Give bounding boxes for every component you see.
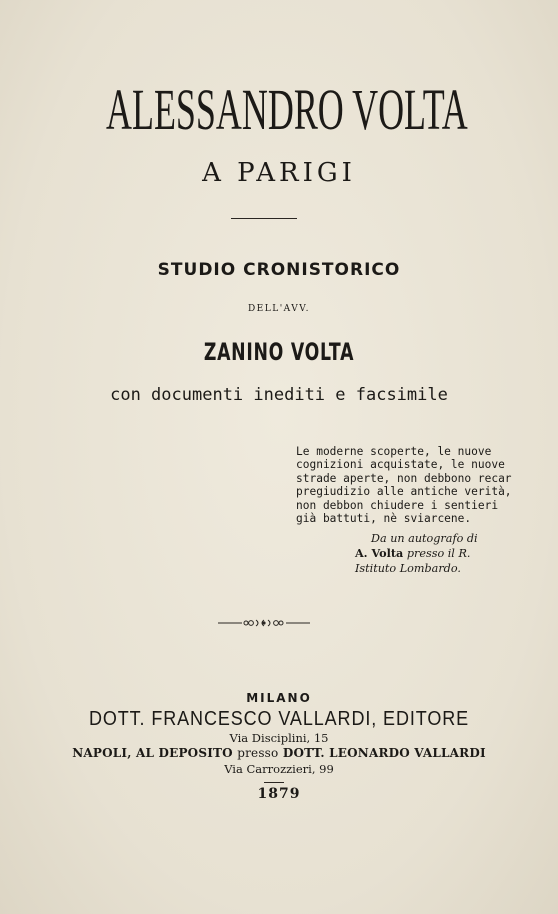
ornament-divider-icon — [218, 616, 310, 630]
attribution-source: presso il R. — [406, 547, 471, 561]
publication-year: 1879 — [257, 786, 301, 802]
title-divider — [231, 218, 297, 219]
author-prefix: DELL'AVV. — [247, 304, 311, 314]
naples-presso: presso — [237, 746, 279, 760]
imprint-address: Via Disciplini, 15 — [229, 731, 329, 745]
epigraph-line: strade aperte, non debbono recar — [296, 471, 512, 485]
epigraph-line: pregiudizio alle antiche verità, — [296, 485, 512, 499]
imprint-publisher: DOTT. FRANCESCO VALLARDI, EDITORE — [88, 708, 470, 730]
author-name: ZANINO VOLTA — [203, 338, 355, 366]
attribution-line — [355, 546, 488, 561]
attribution-author: A. Volta — [355, 546, 404, 561]
epigraph — [296, 445, 512, 526]
year-divider — [264, 782, 284, 783]
epigraph-line: Le moderne scoperte, le nuove — [296, 445, 492, 458]
book-title: ALESSANDRO VOLTA — [106, 77, 468, 142]
naples-label: NAPOLI, AL DEPOSITO — [72, 746, 233, 760]
imprint-naples-address: Via Carrozzieri, 99 — [224, 762, 334, 776]
epigraph-line: già battuti, nè sviarcene. — [296, 512, 472, 526]
attribution-line: Da un autografo di — [371, 532, 478, 545]
imprint-naples-depot — [0, 746, 558, 760]
book-subtitle: A PARIGI — [202, 158, 356, 188]
epigraph-attribution — [355, 532, 488, 576]
epigraph-line: non debbon chiudere i sentieri — [296, 498, 499, 512]
epigraph-line: cognizioni acquistate, le nuove — [296, 458, 505, 472]
documents-note: con documenti inediti e facsimile — [110, 385, 448, 405]
imprint-city: MILANO — [246, 691, 312, 705]
attribution-line: Istituto Lombardo. — [355, 561, 461, 575]
study-heading: STUDIO CRONISTORICO — [157, 260, 401, 280]
naples-name: DOTT. LEONARDO VALLARDI — [282, 746, 486, 760]
